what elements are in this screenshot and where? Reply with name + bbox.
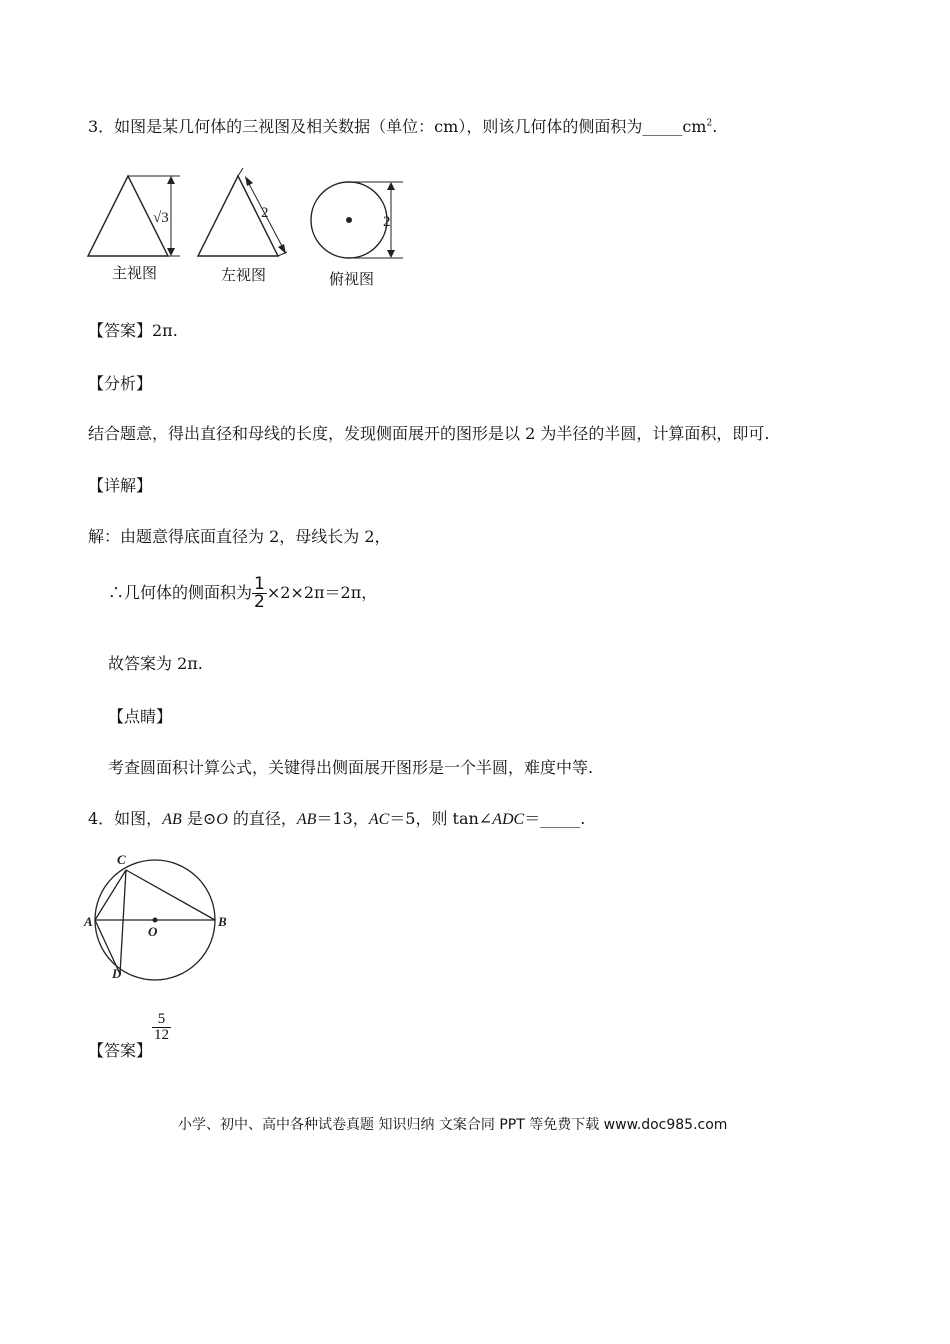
top-dim-label: 2 [383, 214, 391, 230]
q3-analysis-title: 【分析】 [88, 374, 153, 393]
top-view-label: 俯视图 [329, 270, 375, 288]
q3-comment-title: 【点睛】 [108, 707, 173, 726]
q4-stem [88, 809, 585, 829]
q4-answer-prefix: 【答案】 [88, 1041, 153, 1060]
q4-answer-fraction [152, 1012, 171, 1043]
q3-detail-line1: 解：由题意得底面直径为 2，母线长为 2， [88, 527, 391, 546]
q4-ab-2: AB [296, 811, 317, 828]
front-dim-label: √3 [153, 210, 169, 226]
half-fraction-den: 2 [254, 592, 265, 612]
q4-ac: AC [368, 811, 390, 828]
side-dim-label: 2 [261, 205, 269, 221]
q4-adc: ADC [492, 811, 525, 828]
label-c: C [117, 852, 126, 867]
label-a: A [84, 914, 93, 929]
q3-stem-end: . [712, 117, 718, 136]
q3-stem-text: 3．如图是某几何体的三视图及相关数据（单位：cm），则该几何体的侧面积为_____cm [88, 117, 707, 136]
segment-cd [120, 870, 126, 974]
q3-comment-text: 考查圆面积计算公式，关键得出侧面展开图形是一个半圆，难度中等. [108, 758, 594, 777]
q4-ab: AB [162, 811, 182, 828]
q3-stem [88, 117, 717, 136]
footer-text: 小学、初中、高中各种试卷真题 知识归纳 文案合同 PPT 等免费下载 www.doc985.com [178, 1117, 728, 1133]
q4-text-2: 的直径， [227, 809, 297, 828]
segment-cb [126, 870, 215, 920]
q3-detail-line3: 故答案为 2π. [108, 654, 203, 673]
q3-detail-line2-prefix: ∴几何体的侧面积为 [108, 583, 253, 602]
q3-analysis-text: 结合题意，得出直径和母线的长度，发现侧面展开的图形是以 2 为半径的半圆，计算面积，即可. [88, 424, 770, 443]
q3-stem-sup: 2 [706, 118, 713, 129]
q4-answer [88, 1011, 171, 1060]
q3-detail-title: 【详解】 [88, 476, 153, 495]
q4-o: O [216, 811, 228, 828]
q4-answer-den: 12 [154, 1027, 170, 1043]
half-fraction [252, 576, 267, 611]
q4-text-4: ＝5，则 tan∠ [389, 809, 493, 828]
label-o: O [148, 924, 158, 939]
label-d: D [112, 966, 122, 981]
label-b: B [218, 914, 227, 929]
q4-text-1: 是⊙ [181, 809, 217, 828]
circle-geometry-figure [82, 850, 232, 985]
q4-num: 4．如图， [88, 809, 163, 828]
q4-answer-num: 5 [152, 1012, 171, 1028]
front-view-label: 主视图 [112, 264, 158, 282]
q3-answer: 【答案】2π. [88, 321, 178, 340]
q4-tail: ＝_____. [524, 809, 586, 828]
half-fraction-num: 1 [254, 574, 265, 594]
side-view-label: 左视图 [221, 266, 267, 284]
q3-detail-line2 [108, 576, 377, 611]
q3-detail-line2-suffix: ×2×2π＝2π， [266, 583, 378, 602]
q4-text-3: ＝13， [316, 809, 369, 828]
segment-ac [95, 870, 126, 920]
